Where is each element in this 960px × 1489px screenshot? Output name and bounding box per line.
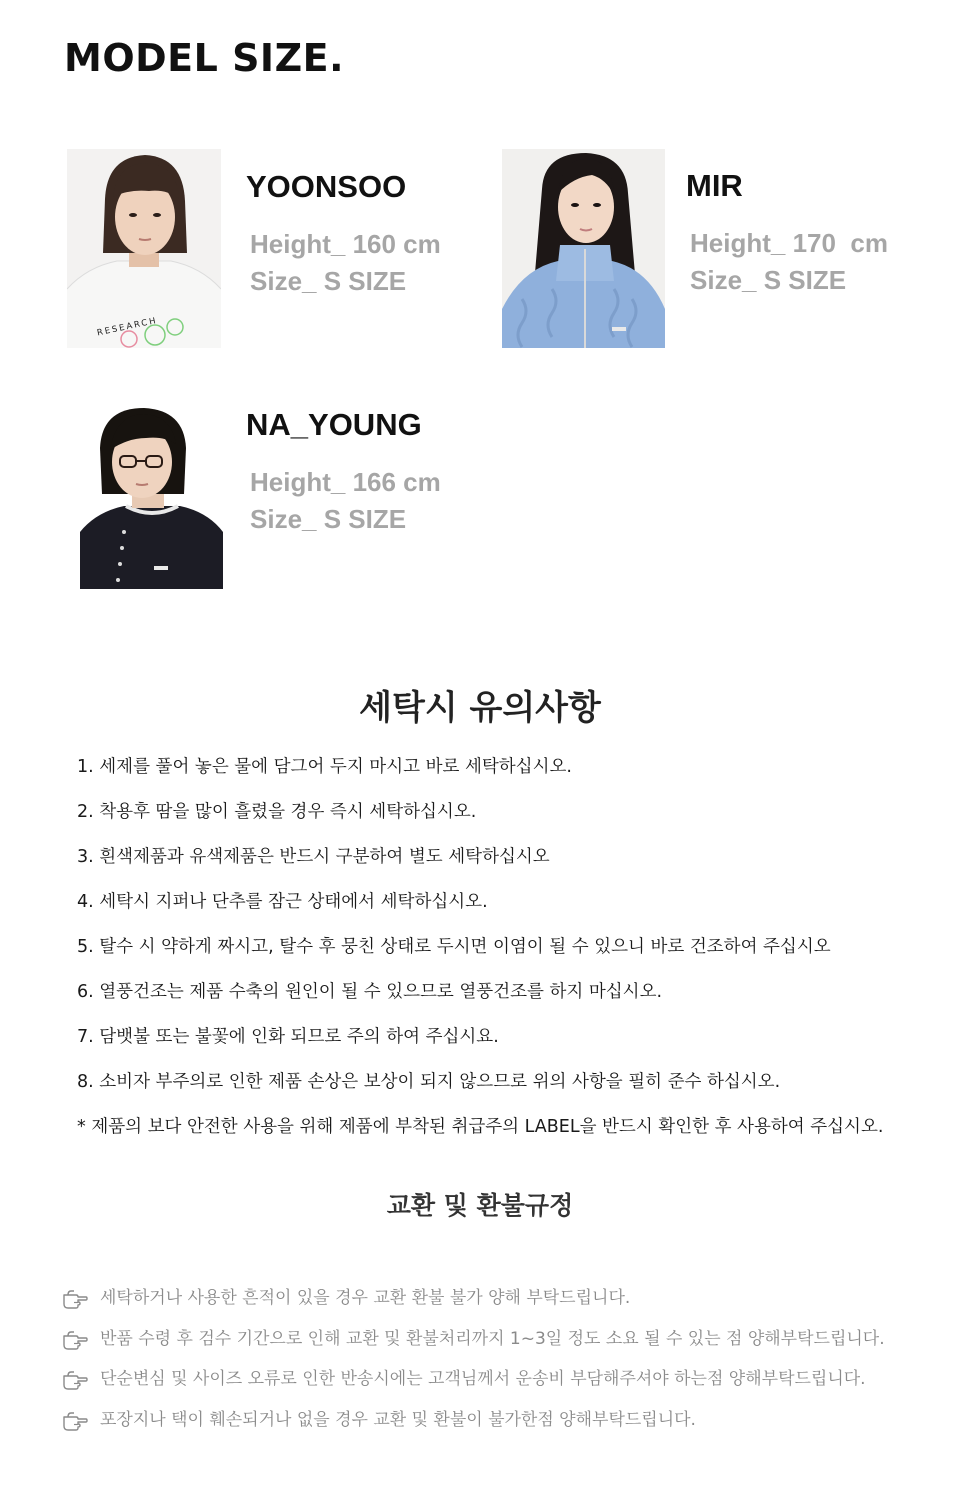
care-item: 8. 소비자 부주의로 인한 제품 손상은 보상이 되지 않으므로 위의 사항을 필히 준수 하십시오. (77, 1072, 781, 1092)
pointing-hand-icon (62, 1328, 88, 1350)
exchange-policy-list (62, 1278, 885, 1440)
care-item: 5. 탈수 시 약하게 짜시고, 탈수 후 뭉친 상태로 두시면 이염이 될 수 있으니 바로 건조하여 주십시오 (77, 937, 831, 957)
model-name-yoonsoo: YOONSOO (246, 169, 407, 204)
care-item: 3. 흰색제품과 유색제품은 반드시 구분하여 별도 세탁하십시오 (77, 847, 550, 867)
policy-item (62, 1400, 885, 1441)
care-list (77, 754, 883, 1159)
policy-item (62, 1319, 885, 1360)
model-size-mir: Size_ S SIZE (690, 265, 847, 295)
exchange-section-title: 교환 및 환불규정 (386, 1191, 574, 1220)
care-section-title: 세탁시 유의사항 (359, 688, 601, 728)
model-name-mir: MIR (686, 168, 743, 203)
model-height-yoonsoo: Height_ 160 cm (250, 229, 441, 259)
care-item: 2. 착용후 땀을 많이 흘렸을 경우 즉시 세탁하십시오. (77, 802, 477, 822)
shirt-print-text: RESEARCH (96, 315, 159, 339)
pointing-hand-icon (62, 1287, 88, 1309)
care-item: 1. 세제를 풀어 놓은 물에 담그어 두지 마시고 바로 세탁하십시오. (77, 757, 572, 777)
model-height-na-young: Height_ 166 cm (250, 467, 441, 497)
policy-text: 세탁하거나 사용한 흔적이 있을 경우 교환 환불 불가 양해 부탁드립니다. (100, 1288, 631, 1309)
model-name-na-young: NA_YOUNG (246, 407, 422, 442)
policy-item (62, 1359, 885, 1400)
care-item: 6. 열풍건조는 제품 수축의 원인이 될 수 있으므로 열풍건조를 하지 마십시오. (77, 982, 663, 1002)
care-note: * 제품의 보다 안전한 사용을 위해 제품에 부착된 취급주의 LABEL을 반드시 확인한 후 사용하여 주십시오. (77, 1117, 884, 1137)
model-photo-yoonsoo (67, 149, 221, 348)
model-size-na-young: Size_ S SIZE (250, 504, 407, 534)
policy-text: 포장지나 택이 훼손되거나 없을 경우 교환 및 환불이 불가한점 양해부탁드립니다. (100, 1409, 696, 1430)
policy-text: 단순변심 및 사이즈 오류로 인한 반송시에는 고객님께서 운송비 부담해주셔야 하는점 양해부탁드립니다. (100, 1369, 866, 1390)
model-size-yoonsoo: Size_ S SIZE (250, 266, 407, 296)
pointing-hand-icon (62, 1409, 88, 1431)
care-item: 7. 담뱃불 또는 불꽃에 인화 되므로 주의 하여 주십시요. (77, 1027, 499, 1047)
page-title: MODEL SIZE. (64, 36, 345, 80)
policy-item (62, 1278, 885, 1319)
pointing-hand-icon (62, 1368, 88, 1390)
policy-text: 반품 수령 후 검수 기간으로 인해 교환 및 환불처리까지 1~3일 정도 소요 될 수 있는 점 양해부탁드립니다. (100, 1328, 885, 1349)
model-photo-mir (502, 149, 665, 348)
care-item: 4. 세탁시 지퍼나 단추를 잠근 상태에서 세탁하십시오. (77, 892, 488, 912)
model-photo-na-young (80, 402, 223, 589)
model-height-mir: Height_ 170 cm (690, 228, 888, 258)
